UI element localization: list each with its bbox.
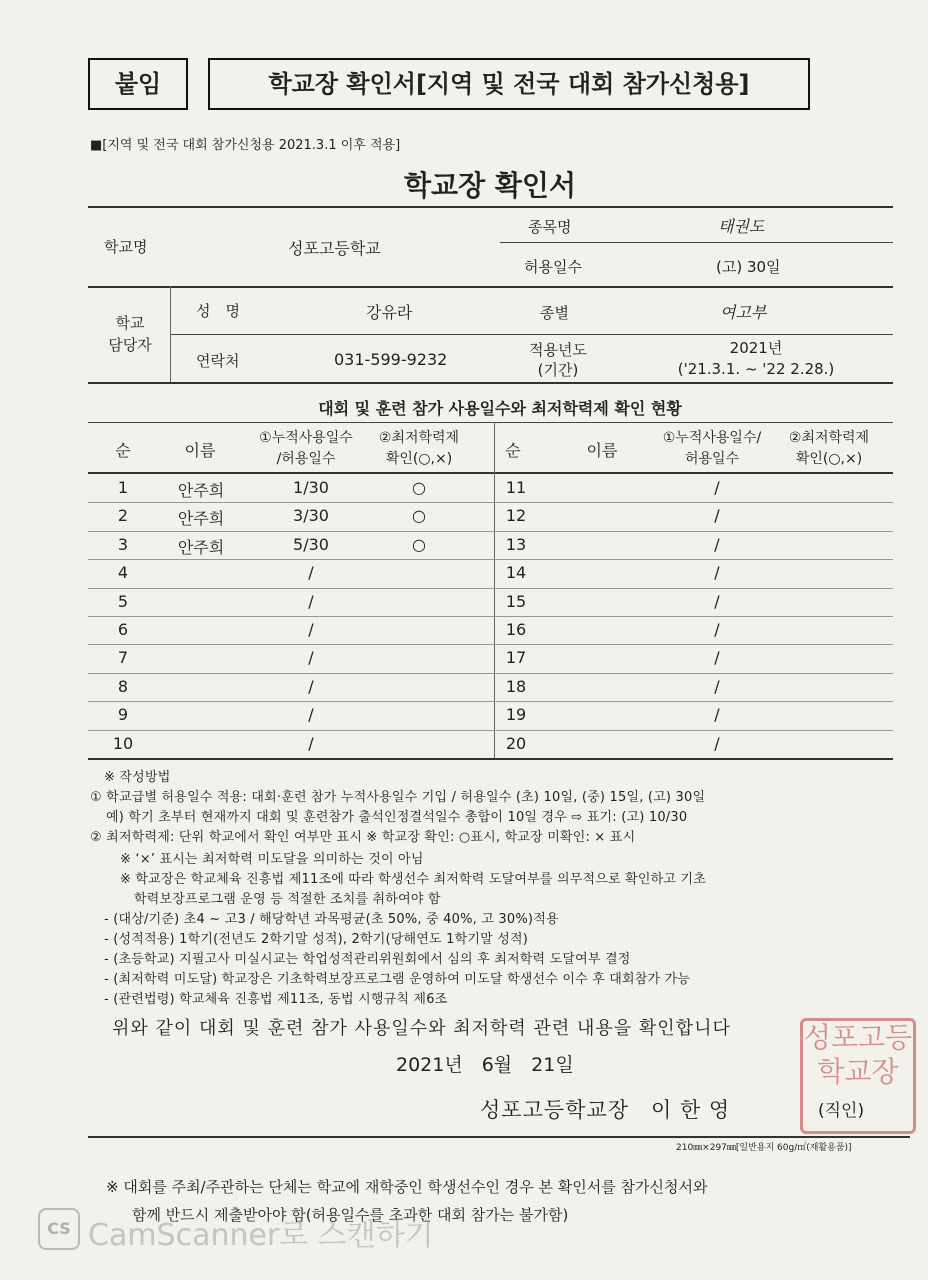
row-name: 안주희 bbox=[177, 537, 225, 557]
contact-value: 031-599-9232 bbox=[334, 350, 448, 369]
camscanner-watermark: CamScanner로 스캔하기 bbox=[88, 1218, 434, 1253]
instruction-line: 학력보장프로그램 운영 등 적절한 조치를 취하여야 함 bbox=[134, 892, 441, 907]
row-no-2: 18 bbox=[505, 676, 527, 696]
instruction-line: ※ 작성방법 bbox=[104, 770, 171, 785]
allowed-days-label: 허용일수 bbox=[524, 258, 582, 276]
allowed-days-value: (고) 30일 bbox=[716, 258, 781, 276]
row-check: ○ bbox=[412, 506, 426, 526]
row-no-2: 11 bbox=[505, 478, 527, 497]
row-no: 6 bbox=[117, 620, 129, 639]
row-days: / bbox=[308, 733, 314, 753]
row-no-2: 13 bbox=[505, 534, 527, 554]
row-divider bbox=[88, 616, 893, 617]
row-divider bbox=[88, 502, 893, 503]
row-divider bbox=[88, 531, 893, 532]
paper-size-note: 210㎜×297㎜[일반용지 60g/㎡(재활용품)] bbox=[676, 1143, 852, 1153]
instruction-line: - (최저학력 미도달) 학교장은 기초학력보장프로그램 운영하여 미도달 학생선수 이수 후 대회참가 가능 bbox=[104, 972, 691, 987]
row-days: / bbox=[308, 648, 314, 668]
row-days: / bbox=[308, 676, 314, 696]
row-days: / bbox=[308, 563, 314, 583]
header-check: ②최저학력제 확인(○,×) bbox=[378, 430, 460, 467]
school-name-label: 학교명 bbox=[104, 238, 148, 256]
row-days-2: / bbox=[714, 563, 720, 583]
row-days-2: / bbox=[714, 478, 720, 497]
row-days-2: / bbox=[714, 591, 720, 611]
row-no: 1 bbox=[117, 478, 129, 497]
header-no-2: 순 bbox=[505, 441, 521, 460]
period-label: 적용년도 (기간) bbox=[529, 341, 587, 379]
instruction-line: - (관련법령) 학교체육 진흥법 제11조, 동법 시행규칙 제6조 bbox=[104, 992, 448, 1007]
row-days-2: / bbox=[714, 534, 720, 554]
row-days-2: / bbox=[714, 705, 720, 725]
row-days-2: / bbox=[714, 733, 720, 753]
row-days-2: / bbox=[714, 648, 720, 668]
instruction-line: 예) 학기 초부터 현재까지 대회 및 훈련참가 출석인정결석일수 총합이 10일 경우 ⇨ 표기: (고) 10/30 bbox=[106, 810, 688, 825]
staff-name-label: 성 명 bbox=[196, 302, 240, 320]
row-days: / bbox=[308, 620, 314, 639]
header-name-2: 이름 bbox=[586, 441, 618, 460]
row-divider bbox=[88, 588, 893, 589]
header-days-2: ①누적사용일수/ 허용일수 bbox=[662, 430, 762, 467]
row-days-2: / bbox=[714, 620, 720, 639]
header-no: 순 bbox=[115, 441, 131, 460]
category-value: 여고부 bbox=[720, 303, 767, 322]
row-days: / bbox=[308, 705, 314, 725]
document-title: 학교장 확인서 bbox=[403, 169, 577, 202]
row-days-2: / bbox=[714, 506, 720, 526]
section-title: 대회 및 훈련 참가 사용일수와 최저학력제 확인 현황 bbox=[318, 399, 682, 418]
event-value: 태권도 bbox=[718, 217, 765, 236]
school-name: 성포고등학교 bbox=[288, 239, 381, 258]
row-name: 안주희 bbox=[177, 481, 225, 500]
row-no: 4 bbox=[117, 563, 129, 583]
row-no-2: 12 bbox=[505, 506, 527, 526]
row-days: 5/30 bbox=[293, 534, 329, 554]
header-name: 이름 bbox=[184, 441, 216, 460]
row-no: 2 bbox=[117, 506, 129, 526]
staff-label: 학교 담당자 bbox=[108, 314, 152, 354]
instruction-line: ② 최저학력제: 단위 학교에서 확인 여부만 표시 ※ 학교장 확인: ○표시, 학교장 미확인: × 표시 bbox=[90, 830, 636, 845]
row-no-2: 20 bbox=[505, 733, 527, 753]
row-no: 8 bbox=[117, 676, 129, 696]
row-no: 5 bbox=[117, 591, 129, 611]
row-check: ○ bbox=[412, 534, 426, 554]
row-divider bbox=[88, 644, 893, 645]
row-check: ○ bbox=[412, 478, 426, 497]
row-days: 3/30 bbox=[293, 506, 329, 526]
header-check-2: ②최저학력제 확인(○,×) bbox=[788, 430, 870, 467]
row-no: 7 bbox=[117, 648, 129, 668]
camscanner-logo: CS bbox=[38, 1208, 80, 1250]
row-no-2: 15 bbox=[505, 591, 527, 611]
period-value: 2021년 ('21.3.1. ~ '22 2.28.) bbox=[677, 339, 835, 378]
event-label: 종목명 bbox=[528, 218, 572, 236]
row-no: 10 bbox=[112, 733, 134, 753]
row-divider bbox=[88, 701, 893, 702]
row-divider bbox=[88, 559, 893, 560]
official-seal: 성포고등학교장 bbox=[800, 1018, 916, 1134]
footer-note-2: 함께 반드시 제출받아야 함(허용일수를 초과한 대회 참가는 불가함) bbox=[132, 1206, 569, 1224]
row-days: 1/30 bbox=[293, 478, 329, 497]
category-label: 종별 bbox=[540, 304, 569, 322]
row-no: 3 bbox=[117, 534, 129, 554]
document-banner: 학교장 확인서[지역 및 전국 대회 참가신청용] bbox=[208, 58, 810, 110]
row-divider bbox=[88, 673, 893, 674]
row-no: 9 bbox=[117, 705, 129, 725]
seal-mark-label: (직인) bbox=[818, 1101, 865, 1121]
row-divider bbox=[88, 730, 893, 731]
instruction-line: - (대상/기준) 초4 ~ 고3 / 해당학년 과목평균(초 50%, 중 40%, 고 30%)적용 bbox=[104, 912, 559, 927]
instruction-line: - (초등학교) 지필고사 미실시교는 학업성적관리위원회에서 심의 후 최저학력 도달여부 결정 bbox=[104, 952, 631, 967]
attachment-badge: 붙임 bbox=[88, 58, 188, 110]
row-no-2: 14 bbox=[505, 563, 527, 583]
issue-date: 2021년 6월 21일 bbox=[396, 1054, 574, 1076]
row-no-2: 19 bbox=[505, 705, 527, 725]
row-no-2: 16 bbox=[505, 620, 527, 639]
principal-signature: 성포고등학교장 이 한 영 bbox=[480, 1098, 731, 1122]
instruction-line: - (성적적용) 1학기(전년도 2학기말 성적), 2학기(당해연도 1학기말 성적) bbox=[104, 932, 529, 947]
document-subtitle: ■[지역 및 전국 대회 참가신청용 2021.3.1 이후 적용] bbox=[90, 138, 401, 153]
instruction-line: ※ ‘×’ 표시는 최저학력 미도달을 의미하는 것이 아님 bbox=[120, 852, 424, 867]
confirmation-text: 위와 같이 대회 및 훈련 참가 사용일수와 최저학력 관련 내용을 확인합니다 bbox=[112, 1018, 731, 1039]
header-days: ①누적사용일수 /허용일수 bbox=[259, 430, 353, 467]
row-no-2: 17 bbox=[505, 648, 527, 668]
contact-label: 연락처 bbox=[196, 352, 240, 370]
instruction-line: ① 학교급별 허용일수 적용: 대회·훈련 참가 누적사용일수 기입 / 허용일수 (초) 10일, (중) 15일, (고) 30일 bbox=[90, 790, 706, 805]
instruction-line: ※ 학교장은 학교체육 진흥법 제11조에 따라 학생선수 최저학력 도달여부를 의무적으로 확인하고 기초 bbox=[120, 872, 707, 887]
row-name: 안주희 bbox=[177, 509, 225, 529]
row-days: / bbox=[308, 591, 314, 611]
row-days-2: / bbox=[714, 676, 720, 696]
footer-note-1: ※ 대회를 주최/주관하는 단체는 학교에 재학중인 학생선수인 경우 본 확인서를 참가신청서와 bbox=[106, 1178, 708, 1196]
staff-name: 강유라 bbox=[366, 303, 413, 322]
